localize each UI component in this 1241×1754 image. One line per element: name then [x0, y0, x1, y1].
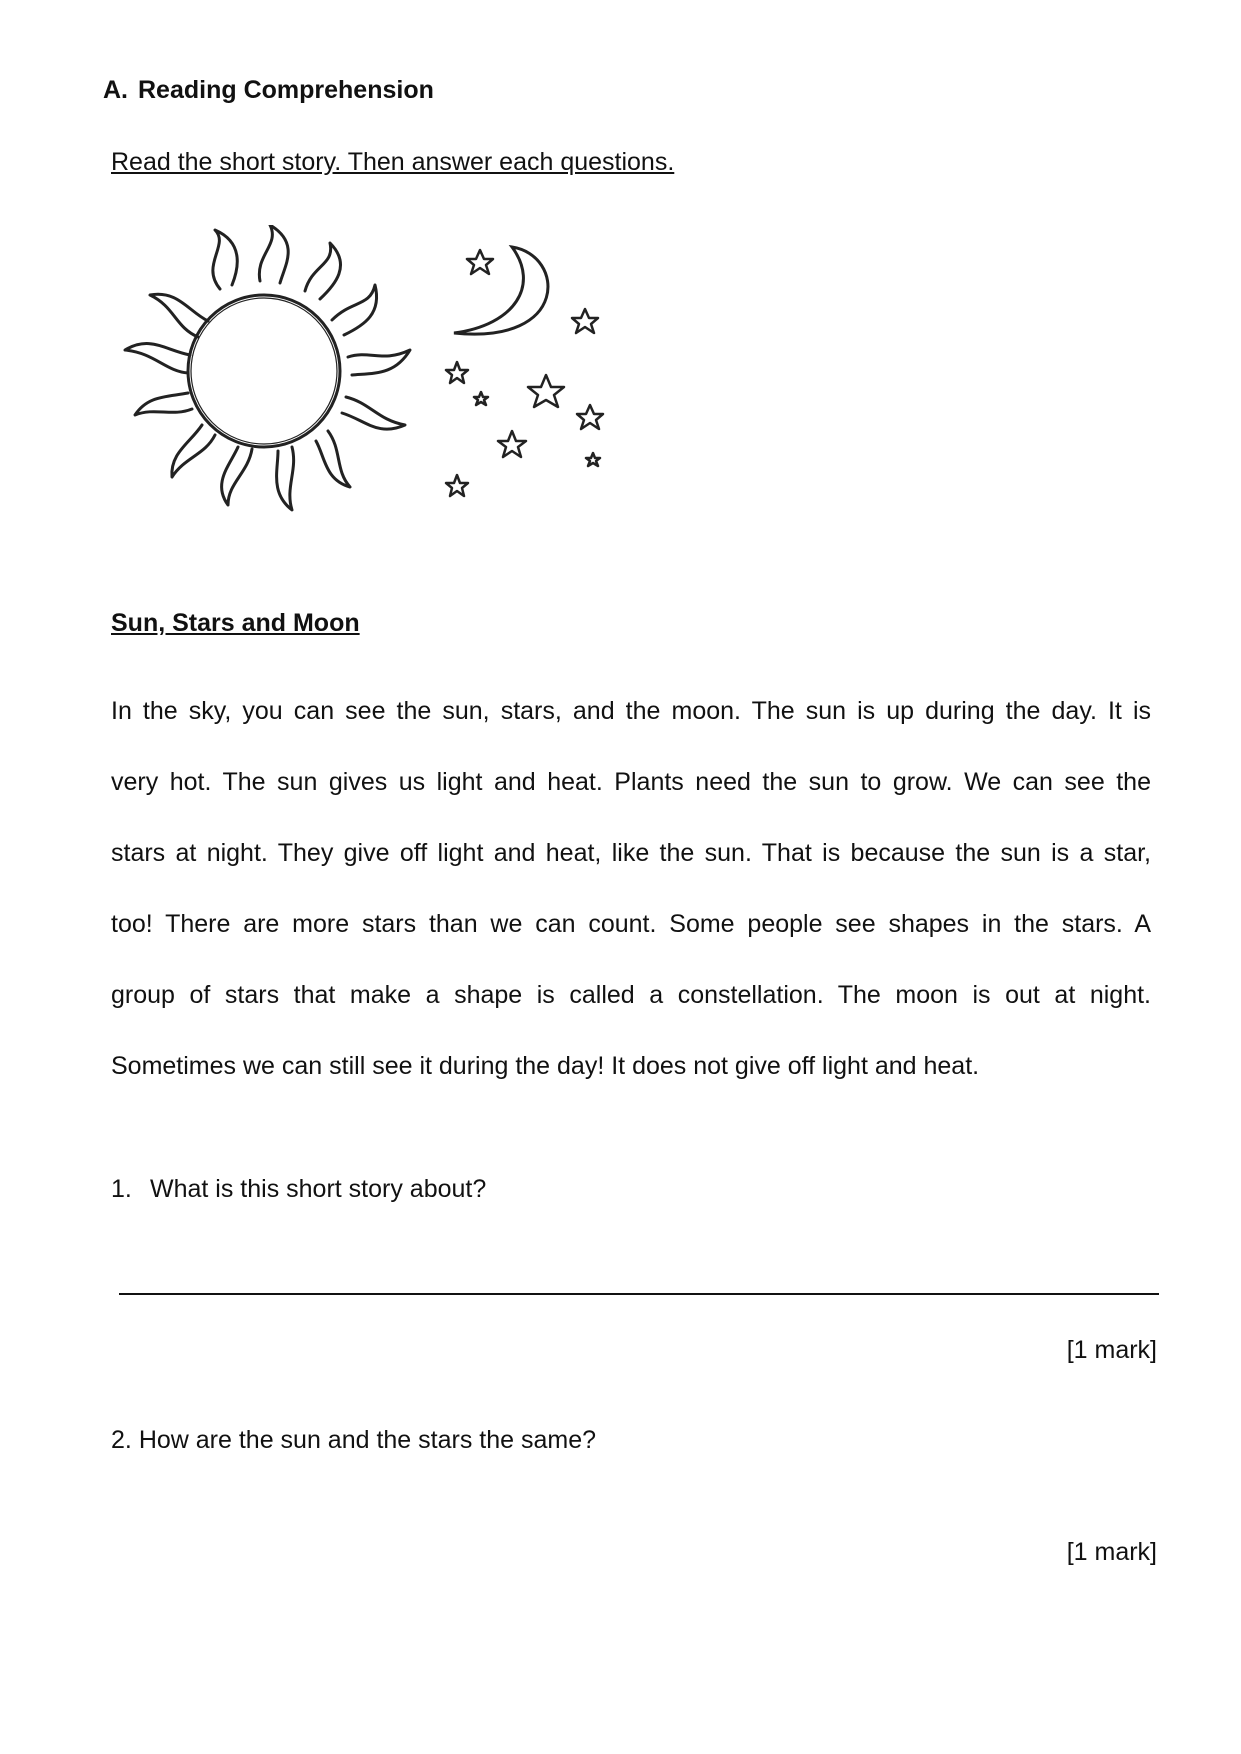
story-line: stars at night. They give off light and heat, like the sun. That is because the sun is a star,: [111, 839, 1151, 867]
question-2-marks: [1 mark]: [1066, 1538, 1157, 1566]
instruction-text: Read the short story. Then answer each questions.: [111, 148, 675, 176]
question-2-text: How are the sun and the stars the same?: [138, 1426, 597, 1454]
section-letter: A.: [103, 76, 128, 104]
section-heading: [103, 76, 434, 105]
question-2: [111, 1426, 596, 1455]
question-1-number: 1.: [111, 1175, 132, 1203]
star-icon: [446, 250, 603, 496]
story-line: group of stars that make a shape is called a constellation. The moon is out at night.: [111, 981, 1151, 1009]
answer-line-1[interactable]: [119, 1293, 1159, 1295]
question-1: [111, 1175, 486, 1204]
question-1-text: What is this short story about?: [150, 1175, 487, 1203]
story-title: Sun, Stars and Moon: [111, 609, 360, 637]
story-line: In the sky, you can see the sun, stars, and the moon. The sun is up during the day. It is: [111, 697, 1151, 725]
question-1-marks: [1 mark]: [1066, 1336, 1157, 1364]
question-2-number: 2.: [111, 1426, 132, 1454]
story-paragraph: [111, 676, 1151, 1102]
story-line: Sometimes we can still see it during the day! It does not give off light and heat.: [111, 1052, 980, 1080]
sun-moon-stars-illustration: [120, 225, 720, 565]
story-line: too! There are more stars than we can count. Some people see shapes in the stars. A: [111, 910, 1151, 938]
sun-icon: [125, 225, 410, 510]
section-title: Reading Comprehension: [138, 76, 434, 104]
story-line: very hot. The sun gives us light and heat. Plants need the sun to grow. We can see the: [111, 768, 1151, 796]
